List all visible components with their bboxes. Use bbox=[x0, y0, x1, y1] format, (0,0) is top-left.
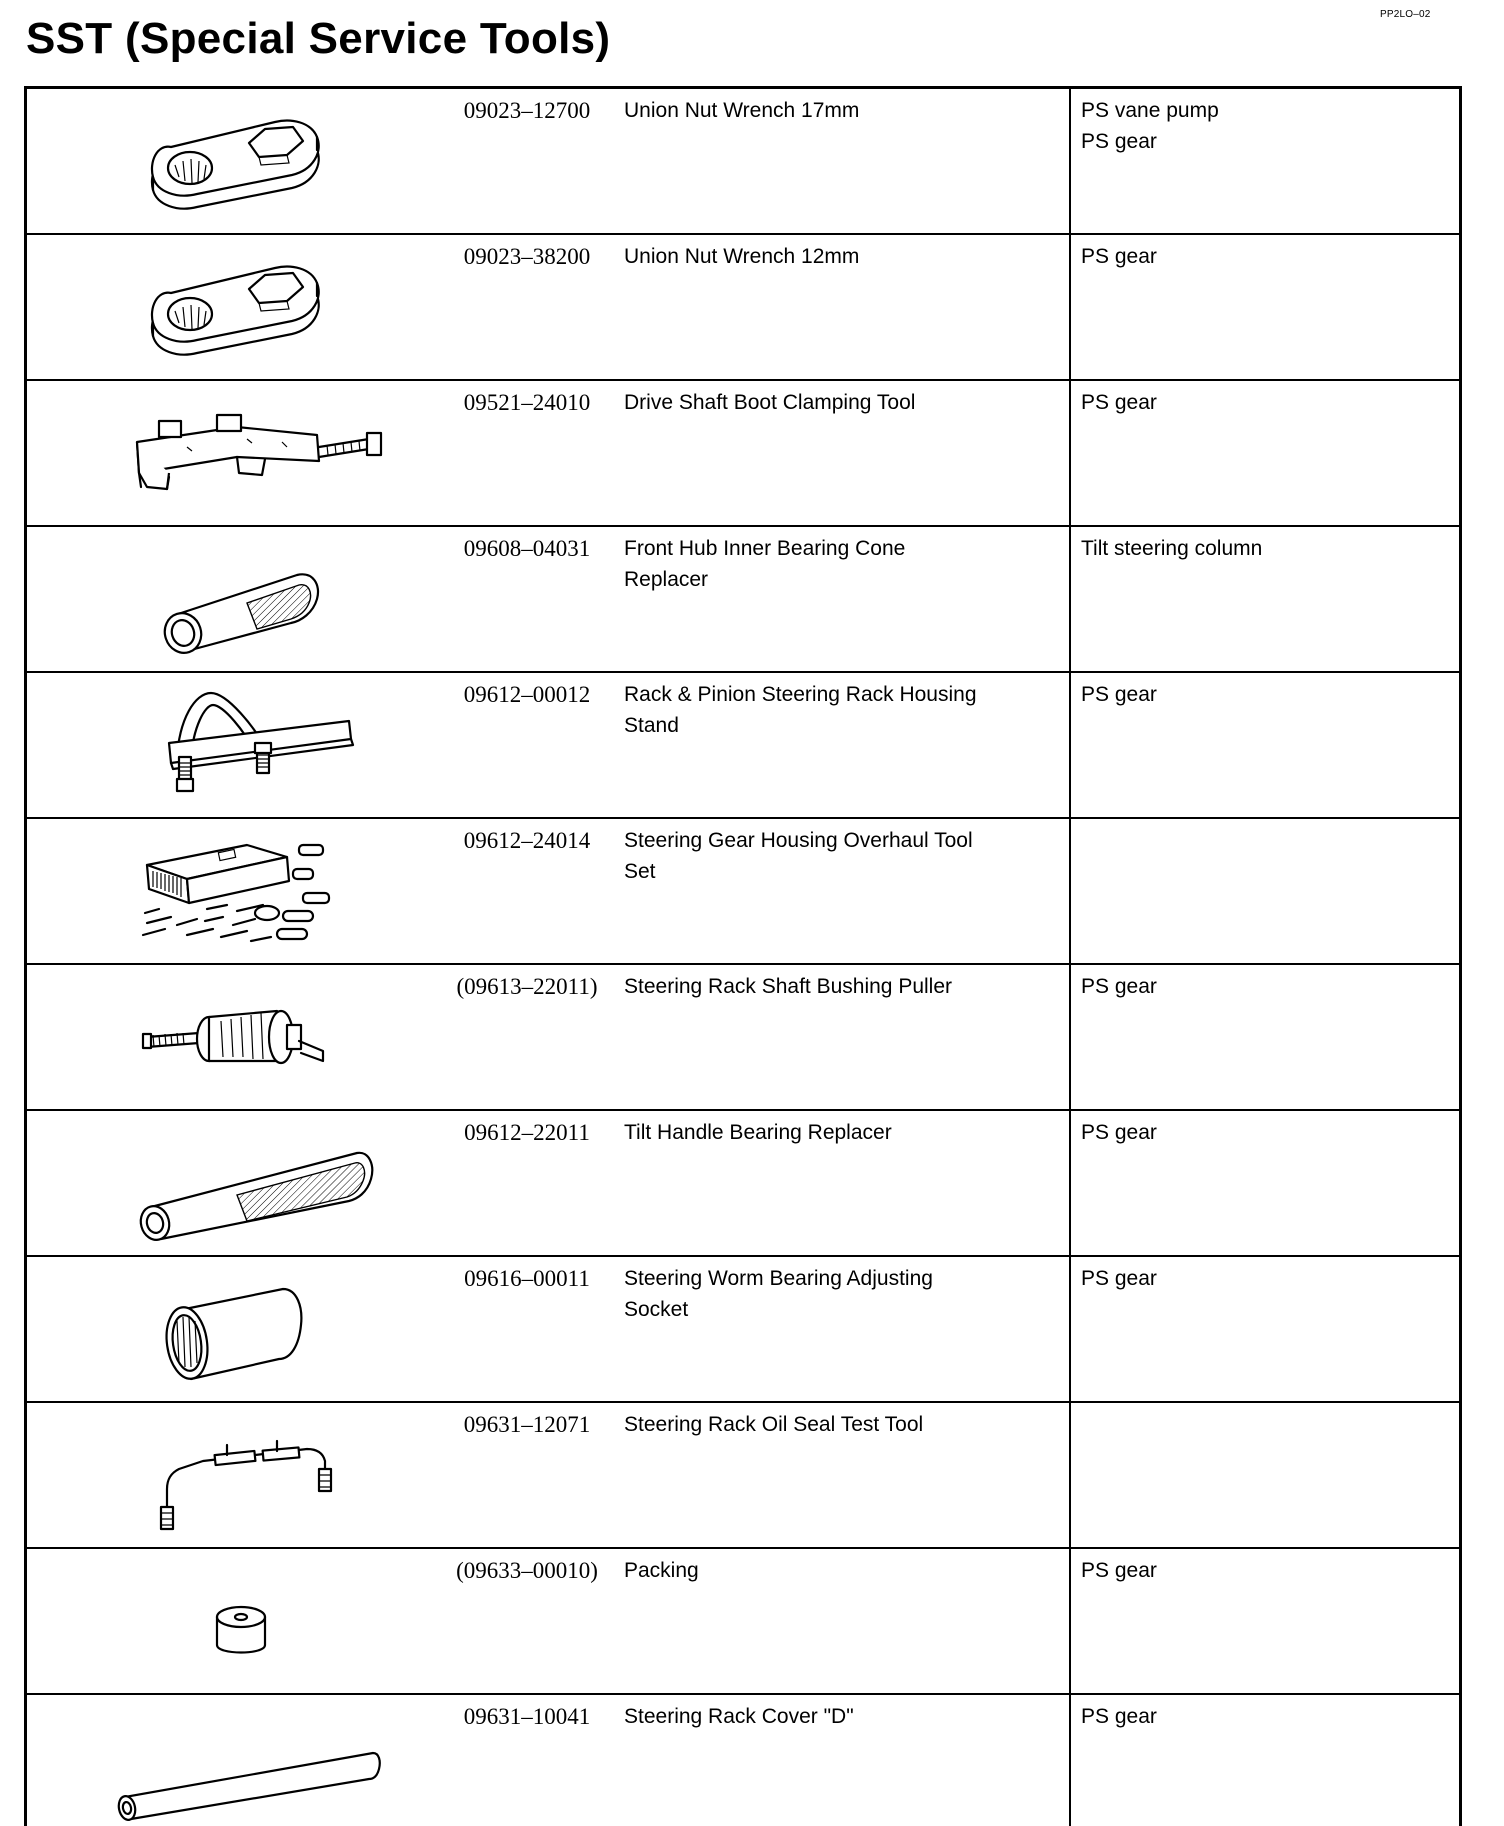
tool-name: Steering Worm Bearing Adjusting Socket bbox=[624, 1267, 933, 1321]
tool-name: Rack & Pinion Steering Rack Housing Stand bbox=[624, 683, 977, 737]
tool-cell bbox=[26, 234, 1071, 380]
page-title: SST (Special Service Tools) bbox=[26, 14, 611, 63]
usage-text: PS gear bbox=[1081, 1559, 1157, 1582]
tool-cell bbox=[26, 1110, 1071, 1256]
table-row bbox=[26, 1402, 1461, 1548]
table-row bbox=[26, 818, 1461, 964]
usage-text: PS gear bbox=[1081, 683, 1157, 706]
table-row bbox=[26, 88, 1461, 235]
part-number: 09612–22011 bbox=[464, 1120, 590, 1145]
usage-text: PS gear bbox=[1081, 1705, 1157, 1728]
table-row bbox=[26, 526, 1461, 672]
usage-text: Tilt steering column bbox=[1081, 537, 1263, 560]
usage-cell bbox=[1070, 964, 1461, 1110]
part-number: 09023–38200 bbox=[463, 244, 591, 269]
bushing-puller-icon bbox=[87, 971, 397, 1101]
tool-name: Steering Rack Cover "D" bbox=[624, 1705, 854, 1728]
usage-cell bbox=[1070, 526, 1461, 672]
part-number: (09613–22011) bbox=[456, 974, 598, 999]
tool-cell bbox=[26, 88, 1071, 235]
oil-seal-test-tool-icon bbox=[87, 1409, 397, 1539]
part-number: 09631–12071 bbox=[463, 1412, 591, 1437]
adjusting-socket-icon bbox=[87, 1263, 397, 1393]
usage-cell bbox=[1070, 672, 1461, 818]
table-row bbox=[26, 672, 1461, 818]
usage-text: PS gear bbox=[1081, 975, 1157, 998]
tool-cell bbox=[26, 1694, 1071, 1826]
tool-name: Packing bbox=[624, 1559, 699, 1582]
tool-name: Steering Gear Housing Overhaul Tool Set bbox=[624, 829, 973, 883]
union-nut-wrench-icon bbox=[87, 241, 397, 371]
usage-text: PS gear bbox=[1081, 1267, 1157, 1290]
usage-cell bbox=[1070, 818, 1461, 964]
tool-cell bbox=[26, 818, 1071, 964]
tool-cell bbox=[26, 1548, 1071, 1694]
tool-cell bbox=[26, 526, 1071, 672]
part-number: 09631–10041 bbox=[463, 1704, 591, 1729]
usage-cell bbox=[1070, 1256, 1461, 1402]
page-code: PP2LO–02 bbox=[1380, 9, 1431, 20]
usage-text: PS gear bbox=[1081, 130, 1157, 153]
part-number: 09608–04031 bbox=[463, 536, 591, 561]
table-row bbox=[26, 380, 1461, 526]
tool-cell bbox=[26, 672, 1071, 818]
table-row bbox=[26, 964, 1461, 1110]
table-row bbox=[26, 1256, 1461, 1402]
usage-text: PS gear bbox=[1081, 245, 1157, 268]
table-row bbox=[26, 1548, 1461, 1694]
rack-cover-icon bbox=[87, 1701, 397, 1826]
tool-cell bbox=[26, 964, 1071, 1110]
tool-name: Union Nut Wrench 12mm bbox=[624, 245, 860, 268]
part-number: 09616–00011 bbox=[464, 1266, 590, 1291]
usage-text: PS gear bbox=[1081, 391, 1157, 414]
part-number: 09612–24014 bbox=[463, 828, 591, 853]
tool-cell bbox=[26, 1402, 1071, 1548]
tool-name: Steering Rack Shaft Bushing Puller bbox=[624, 975, 953, 998]
usage-cell bbox=[1070, 88, 1461, 235]
usage-cell bbox=[1070, 1548, 1461, 1694]
usage-cell bbox=[1070, 380, 1461, 526]
table-row bbox=[26, 1110, 1461, 1256]
part-number: (09633–00010) bbox=[456, 1558, 598, 1583]
table-row bbox=[26, 234, 1461, 380]
tool-cell bbox=[26, 1256, 1071, 1402]
housing-stand-icon bbox=[87, 679, 397, 809]
tool-name: Drive Shaft Boot Clamping Tool bbox=[624, 391, 916, 414]
sst-table bbox=[24, 86, 1462, 1826]
usage-text: PS vane pump bbox=[1081, 99, 1219, 122]
tool-cell bbox=[26, 380, 1071, 526]
usage-cell bbox=[1070, 1110, 1461, 1256]
part-number: 09023–12700 bbox=[463, 98, 591, 123]
part-number: 09521–24010 bbox=[463, 390, 591, 415]
tool-name: Steering Rack Oil Seal Test Tool bbox=[624, 1413, 924, 1436]
packing-icon bbox=[87, 1555, 397, 1685]
usage-text: PS gear bbox=[1081, 1121, 1157, 1144]
tool-name: Tilt Handle Bearing Replacer bbox=[624, 1121, 892, 1144]
usage-cell bbox=[1070, 234, 1461, 380]
union-nut-wrench-icon bbox=[87, 95, 397, 225]
usage-cell bbox=[1070, 1402, 1461, 1548]
tool-name: Union Nut Wrench 17mm bbox=[624, 99, 860, 122]
table-row bbox=[26, 1694, 1461, 1826]
tool-set-icon bbox=[87, 825, 397, 955]
bearing-replacer-icon bbox=[87, 533, 397, 663]
usage-cell bbox=[1070, 1694, 1461, 1826]
long-replacer-icon bbox=[87, 1117, 397, 1247]
clamping-tool-icon bbox=[87, 387, 397, 517]
tool-name: Front Hub Inner Bearing Cone Replacer bbox=[624, 537, 906, 591]
part-number: 09612–00012 bbox=[463, 682, 591, 707]
